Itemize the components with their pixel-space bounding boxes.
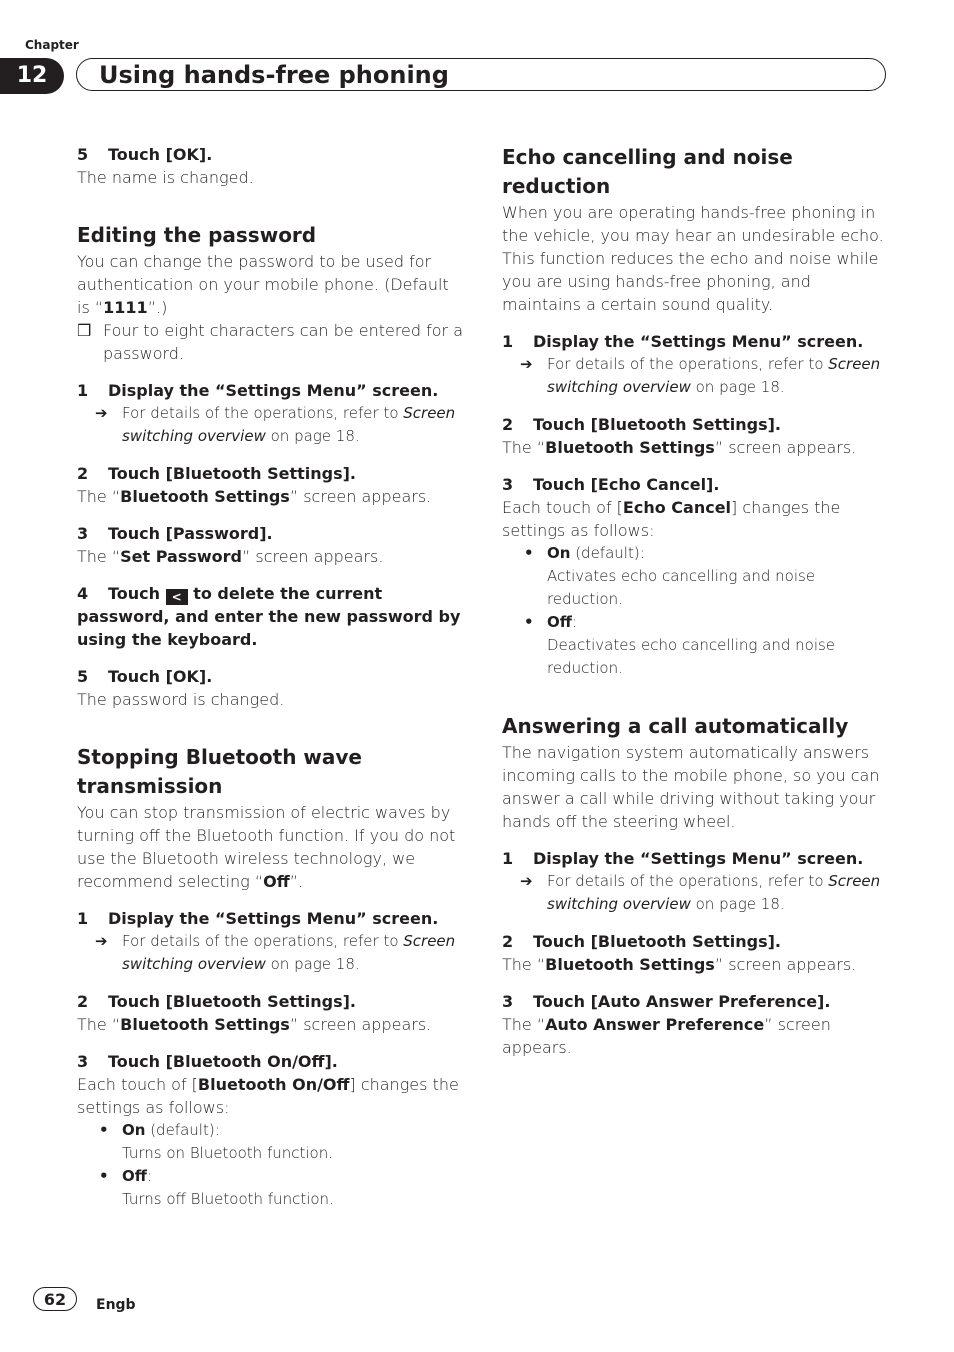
bullet-icon: • bbox=[99, 1121, 109, 1139]
step-result: The “Bluetooth Settings” screen appears. bbox=[502, 438, 857, 457]
option-off: • Off: bbox=[77, 1165, 465, 1188]
section-heading-auto-answer: Answering a call automatically bbox=[502, 714, 849, 738]
chapter-label: Chapter bbox=[25, 38, 79, 52]
step: 1 Display the “Settings Menu” screen. bbox=[502, 332, 864, 351]
intro-text: You can stop transmission of electric waves by turning off the Bluetooth function. If you do not use the Bluetooth wireless technology, we recommend selecting “Off”. bbox=[77, 803, 456, 891]
arrow-icon: ➔ bbox=[520, 355, 533, 373]
language-code: Engb bbox=[96, 1297, 136, 1313]
step: 3 Touch [Echo Cancel]. bbox=[502, 475, 720, 494]
bullet-icon: • bbox=[524, 544, 534, 562]
option-on: • On (default): bbox=[502, 542, 890, 565]
left-column bbox=[77, 143, 465, 1211]
option-description: Turns off Bluetooth function. bbox=[122, 1190, 334, 1208]
step-result: Each touch of [Bluetooth On/Off] changes the settings as follows: bbox=[77, 1075, 459, 1117]
step-result: The “Set Password” screen appears. bbox=[77, 547, 384, 566]
step: 3 Touch [Auto Answer Preference]. bbox=[502, 992, 831, 1011]
intro-text: When you are operating hands-free phoning in the vehicle, you may hear an undesirable echo. This function reduces the echo and noise while you are using hands-free phoning, and maintains a certain sound quality. bbox=[502, 203, 884, 314]
step: 5 Touch [OK]. bbox=[77, 145, 213, 164]
chapter-number: 12 bbox=[0, 58, 64, 94]
intro-text: You can change the password to be used for authentication on your mobile phone. (Default is “1111”.) bbox=[77, 252, 449, 317]
chapter-title: Using hands-free phoning bbox=[76, 58, 886, 91]
reference-note: ➔ For details of the operations, refer to Screen switching overview on page 18. bbox=[520, 872, 881, 913]
step-result: The “Bluetooth Settings” screen appears. bbox=[77, 1015, 432, 1034]
step: 3 Touch [Bluetooth On/Off]. bbox=[77, 1052, 338, 1071]
section-heading-echo: Echo cancelling and noise reduction bbox=[502, 145, 793, 198]
right-column bbox=[502, 143, 890, 1059]
step: 2 Touch [Bluetooth Settings]. bbox=[502, 932, 782, 951]
step: 1 Display the “Settings Menu” screen. bbox=[77, 909, 439, 928]
step: 3 Touch [Password]. bbox=[77, 524, 273, 543]
step-result: The name is changed. bbox=[77, 168, 254, 187]
reference-note: ➔ For details of the operations, refer to Screen switching overview on page 18. bbox=[95, 404, 456, 445]
back-key-icon: < bbox=[166, 589, 188, 605]
step-result: Each touch of [Echo Cancel] changes the settings as follows: bbox=[502, 498, 841, 540]
option-description: Deactivates echo cancelling and noise reduction. bbox=[547, 636, 836, 677]
section-heading-bluetooth: Stopping Bluetooth wave transmission bbox=[77, 745, 362, 798]
arrow-icon: ➔ bbox=[520, 872, 533, 890]
step: 1 Display the “Settings Menu” screen. bbox=[77, 381, 439, 400]
bullet-icon: • bbox=[524, 613, 534, 631]
step-result: The “Auto Answer Preference” screen appears. bbox=[502, 1015, 831, 1057]
option-off: • Off: bbox=[502, 611, 890, 634]
arrow-icon: ➔ bbox=[95, 932, 108, 950]
step: 5 Touch [OK]. bbox=[77, 667, 213, 686]
section-heading-password: Editing the password bbox=[77, 223, 317, 247]
note: ❒ Four to eight characters can be entered for a password. bbox=[77, 321, 464, 363]
option-description: Turns on Bluetooth function. bbox=[122, 1144, 333, 1162]
reference-note: ➔ For details of the operations, refer to Screen switching overview on page 18. bbox=[520, 355, 881, 396]
bullet-icon: • bbox=[99, 1167, 109, 1185]
checkbox-icon: ❒ bbox=[77, 321, 92, 340]
step-result: The password is changed. bbox=[77, 690, 285, 709]
option-description: Activates echo cancelling and noise reduction. bbox=[547, 567, 816, 608]
reference-note: ➔ For details of the operations, refer to Screen switching overview on page 18. bbox=[95, 932, 456, 973]
option-on: • On (default): bbox=[77, 1119, 465, 1142]
step: 4 Touch < to delete the current password, and enter the new password by using the keyboard. bbox=[77, 584, 461, 649]
page-number: 62 bbox=[33, 1287, 77, 1311]
arrow-icon: ➔ bbox=[95, 404, 108, 422]
step: 2 Touch [Bluetooth Settings]. bbox=[502, 415, 782, 434]
step: 2 Touch [Bluetooth Settings]. bbox=[77, 992, 357, 1011]
step: 1 Display the “Settings Menu” screen. bbox=[502, 849, 864, 868]
step-result: The “Bluetooth Settings” screen appears. bbox=[502, 955, 857, 974]
intro-text: The navigation system automatically answers incoming calls to the mobile phone, so you can answer a call while driving without taking your hands off the steering wheel. bbox=[502, 743, 880, 831]
step-result: The “Bluetooth Settings” screen appears. bbox=[77, 487, 432, 506]
step: 2 Touch [Bluetooth Settings]. bbox=[77, 464, 357, 483]
